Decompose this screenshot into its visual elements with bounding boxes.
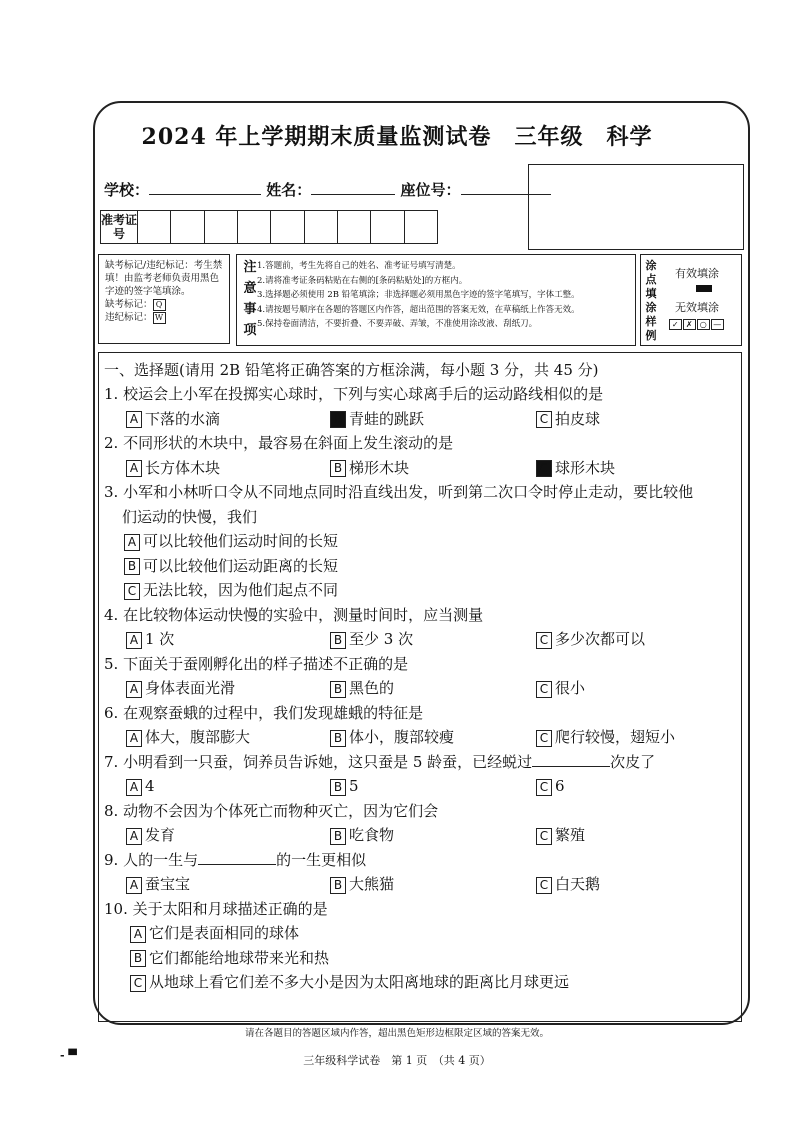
option-text: 白天鹅 [555, 875, 601, 893]
violation-label: 违纪标记： [105, 312, 153, 323]
option-letter-box[interactable]: B [130, 950, 146, 967]
note-item: 2.请将准考证条码粘贴在右侧的[条码粘贴处]的方框内。 [257, 275, 468, 286]
option-text: 拍皮球 [555, 409, 601, 428]
note-item: 5.保持卷面清洁，不要折叠、不要弄破、弄皱，不准使用涂改液、刮纸刀。 [257, 319, 538, 329]
answer-option[interactable] [536, 410, 600, 428]
option-row [104, 872, 734, 897]
answer-option[interactable] [124, 581, 338, 599]
option-row [104, 456, 734, 481]
option-text: 繁殖 [555, 826, 586, 844]
option-letter-box[interactable]: C [536, 730, 552, 747]
answer-option[interactable] [126, 875, 190, 893]
option-letter-box[interactable]: B [330, 828, 346, 845]
fill-example-side-label: 涂点填涂样例 [645, 259, 657, 342]
fill-blank [532, 750, 610, 767]
page-footer: 三年级科学试卷 第 1 页 （共 4 页） [303, 1054, 491, 1067]
option-letter-box[interactable]: A [126, 828, 142, 845]
question-text-continued: 们运动的快慢，我们 [122, 507, 258, 526]
valid-fill-label: 有效填涂 [675, 267, 719, 280]
option-row [104, 627, 734, 652]
answer-option[interactable] [330, 410, 424, 428]
notes-side-label: 注意事项 [243, 260, 257, 338]
exam-number-grid [100, 210, 438, 244]
option-letter-box[interactable]: A [130, 926, 146, 943]
option-text: 发育 [145, 826, 176, 844]
option-letter-box[interactable]: C [536, 632, 552, 649]
invalid-sample-mark: ✓ [669, 319, 682, 330]
answer-option[interactable] [536, 630, 645, 648]
question-text: 5. 下面关于蚕刚孵化出的样子描述不正确的是 [104, 654, 409, 673]
option-text: 黑色的 [349, 679, 395, 697]
option-row [104, 407, 734, 432]
answer-option[interactable] [330, 679, 394, 697]
question-text: 9. 人的一生与 [104, 850, 199, 869]
option-letter-box[interactable]: C [124, 583, 140, 600]
option-text: 至少 3 次 [349, 630, 414, 648]
option-row [104, 921, 734, 946]
invalid-sample-mark: ○ [697, 319, 710, 330]
question-stem [104, 603, 734, 628]
exam-number-label: 准考证号 [101, 213, 138, 241]
answer-option[interactable] [126, 728, 250, 746]
option-letter-box[interactable]: A [126, 779, 142, 796]
option-text: 体大，腹部膨大 [145, 728, 251, 746]
invalid-fill-samples [669, 319, 725, 330]
answer-option[interactable] [536, 875, 600, 893]
fill-example-box [640, 254, 742, 346]
option-text: 长方体木块 [145, 458, 221, 477]
option-row [104, 554, 734, 579]
option-letter-box[interactable]: C [130, 975, 146, 992]
option-text: 从地球上看它们差不多大小是因为太阳离地球的距离比月球更远 [149, 973, 570, 991]
fill-blank [198, 848, 276, 865]
option-text: 1 次 [145, 630, 175, 648]
option-text: 大熊猫 [349, 875, 395, 893]
option-letter-box[interactable]: A [126, 632, 142, 649]
answer-option[interactable] [536, 728, 675, 746]
option-letter-box[interactable]: C [536, 681, 552, 698]
option-text: 可以比较他们运动时间的长短 [143, 532, 339, 550]
option-text: 多少次都可以 [555, 630, 646, 648]
question-text: 10. 关于太阳和月球描述正确的是 [104, 899, 328, 918]
option-text: 它们都能给地球带来光和热 [149, 948, 330, 967]
question-text: 7. 小明看到一只蚕，饲养员告诉她，这只蚕是 5 龄蚕，已经蜕过 [104, 752, 533, 771]
answer-option[interactable] [330, 630, 413, 648]
option-letter-box[interactable]: B [330, 411, 346, 428]
option-letter-box[interactable]: C [536, 877, 552, 894]
option-row [104, 578, 734, 603]
answer-option[interactable] [126, 459, 220, 477]
question-stem [104, 382, 734, 407]
option-row [104, 823, 734, 848]
exam-number-cell[interactable] [171, 211, 204, 243]
exam-number-cell[interactable] [138, 211, 171, 243]
absent-checkbox[interactable]: Q [153, 299, 166, 311]
option-letter-box[interactable]: A [126, 411, 142, 428]
violation-checkbox[interactable]: W [153, 312, 166, 324]
exam-number-cell[interactable] [338, 211, 371, 243]
question-text-after-blank: 次皮了 [610, 752, 656, 771]
answer-option[interactable] [330, 826, 394, 844]
exam-number-cell[interactable] [238, 211, 271, 243]
exam-number-cell[interactable] [371, 211, 404, 243]
name-label: 姓名： [266, 181, 312, 199]
answer-option[interactable] [330, 459, 409, 477]
option-text: 蚕宝宝 [145, 875, 191, 893]
option-text: 无法比较，因为他们起点不同 [143, 581, 339, 599]
option-text: 吃食物 [349, 826, 395, 844]
option-text: 爬行较慢，翅短小 [555, 728, 676, 746]
question-stem [104, 848, 734, 873]
notes-list [257, 259, 631, 332]
invalid-sample-mark: — [711, 319, 724, 330]
option-row [104, 529, 734, 554]
valid-fill-sample [696, 285, 712, 292]
answer-option[interactable] [124, 557, 338, 575]
option-text: 它们是表面相同的球体 [149, 924, 300, 942]
option-row [104, 946, 734, 971]
option-text: 下落的水滴 [145, 409, 221, 428]
option-row [104, 676, 734, 701]
option-text: 4 [145, 777, 155, 795]
corner-mark: - ▀ [60, 1049, 77, 1062]
answer-option[interactable] [126, 410, 220, 428]
question-text: 2. 不同形状的木块中，最容易在斜面上发生滚动的是 [104, 434, 454, 452]
school-label: 学校： [104, 181, 150, 199]
answer-option[interactable] [126, 630, 174, 648]
option-text: 球形木块 [555, 458, 616, 477]
option-letter-box[interactable]: B [330, 730, 346, 747]
name-field[interactable] [311, 178, 395, 195]
answer-option[interactable] [126, 826, 175, 844]
option-text: 身体表面光滑 [145, 679, 236, 697]
note-item: 3.选择题必须使用 2B 铅笔填涂；非选择题必须用黑色字迹的签字笔填写，字体工整。 [257, 290, 580, 300]
option-text: 很小 [555, 679, 586, 697]
option-letter-box[interactable]: B [330, 681, 346, 698]
question-text: 3. 小军和小林听口令从不同地点同时沿直线出发，听到第二次口令时停止走动，要比较他 [104, 483, 694, 501]
option-letter-box[interactable]: A [126, 460, 142, 477]
answer-option[interactable] [330, 875, 394, 893]
exam-number-cell[interactable] [305, 211, 338, 243]
answer-option[interactable] [536, 679, 585, 697]
section-heading: 一、选择题(请用 2B 铅笔将正确答案的方框涂满，每小题 3 分，共 45 分) [104, 361, 599, 379]
choice-question-area [104, 358, 734, 995]
option-letter-box[interactable]: C [536, 779, 552, 796]
note-item: 4.请按题号顺序在各题的答题区内作答，超出范围的答案无效，在草稿纸上作答无效。 [257, 304, 580, 315]
answer-option[interactable] [124, 532, 338, 550]
answer-option[interactable] [126, 777, 155, 795]
page-title: 2024 年上学期期末质量监测试卷 三年级 科学 [141, 124, 653, 150]
invalid-fill-label: 无效填涂 [675, 301, 719, 314]
option-text: 6 [555, 777, 565, 795]
invalid-sample-mark: ✗ [683, 319, 696, 330]
question-stem [104, 652, 734, 677]
barcode-area[interactable] [528, 164, 744, 250]
option-letter-box[interactable]: B [330, 877, 346, 894]
answer-option[interactable] [130, 973, 569, 991]
answer-option[interactable] [536, 777, 565, 795]
option-letter-box[interactable]: A [124, 534, 140, 551]
answer-option[interactable] [536, 459, 615, 477]
option-letter-box[interactable]: A [126, 730, 142, 747]
option-letter-box[interactable]: B [330, 632, 346, 649]
answer-option[interactable] [330, 728, 454, 746]
exam-number-cell[interactable] [205, 211, 238, 243]
absence-mark-box [98, 254, 230, 344]
option-letter-box[interactable]: B [330, 460, 346, 477]
note-item: 1.答题前，考生先将自己的姓名、准考证号填写清楚。 [257, 261, 461, 271]
option-text: 5 [349, 777, 359, 795]
answer-option[interactable] [536, 826, 585, 844]
question-stem [104, 480, 734, 505]
exam-number-cell[interactable] [271, 211, 304, 243]
option-row [104, 970, 734, 995]
answer-option[interactable] [130, 949, 329, 967]
seat-label: 座位号： [400, 181, 461, 199]
option-text: 体小，腹部较瘦 [349, 728, 455, 746]
answer-option[interactable] [330, 777, 359, 795]
question-stem [104, 799, 734, 824]
absent-label: 缺考标记： [105, 299, 153, 310]
option-row [104, 725, 734, 750]
option-letter-box[interactable]: C [536, 828, 552, 845]
option-text: 可以比较他们运动距离的长短 [143, 556, 339, 575]
question-text: 6. 在观察蚕蛾的过程中，我们发现雄蛾的特征是 [104, 703, 424, 722]
option-row [104, 774, 734, 799]
question-text: 4. 在比较物体运动快慢的实验中，测量时间时，应当测量 [104, 605, 484, 624]
exam-number-cell[interactable] [405, 211, 437, 243]
option-letter-box[interactable]: A [126, 877, 142, 894]
question-text: 1. 校运会上小军在投掷实心球时，下列与实心球离手后的运动路线相似的是 [104, 385, 604, 403]
boundary-warning: 请在各题目的答题区域内作答，超出黑色矩形边框限定区域的答案无效。 [244, 1028, 549, 1039]
absence-instructions: 缺考标记/违纪标记：考生禁填！由监考老师负责用黑色字迹的签字笔填涂。 [105, 260, 223, 297]
option-text: 梯形木块 [349, 458, 410, 477]
question-text: 8. 动物不会因为个体死亡而物种灭亡，因为它们会 [104, 801, 439, 820]
answer-option[interactable] [130, 924, 299, 942]
notes-box [236, 254, 636, 346]
question-text-after-blank: 的一生更相似 [276, 850, 367, 869]
student-info-row [104, 178, 551, 200]
option-letter-box[interactable]: C [536, 411, 552, 428]
school-field[interactable] [149, 178, 261, 195]
question-stem [104, 750, 734, 775]
answer-option[interactable] [126, 679, 235, 697]
option-text: 青蛙的跳跃 [349, 409, 425, 428]
question-stem [104, 897, 734, 922]
option-letter-box[interactable]: A [126, 681, 142, 698]
option-letter-box[interactable]: C [536, 460, 552, 477]
option-letter-box[interactable]: B [124, 558, 140, 575]
option-letter-box[interactable]: B [330, 779, 346, 796]
question-stem [104, 431, 734, 456]
question-stem [104, 701, 734, 726]
